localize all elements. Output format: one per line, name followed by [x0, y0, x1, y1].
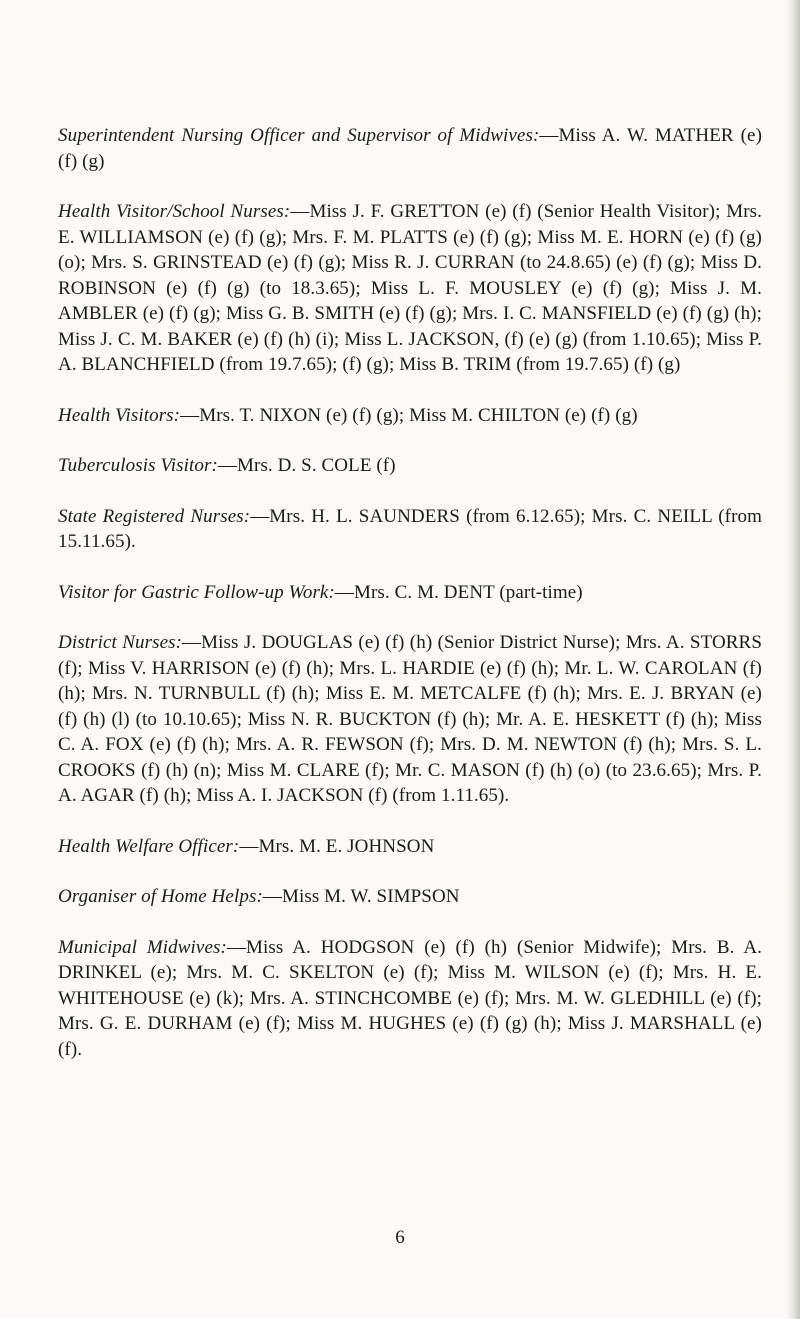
entry-state-registered-nurses: [58, 504, 762, 555]
entry-role: Organiser of Home Helps:: [58, 886, 263, 907]
entry-role: Health Visitor/School Nurses:: [58, 201, 291, 222]
entry-health-welfare-officer: [58, 834, 762, 860]
entry-role: Superintendent Nursing Officer and Supervisor of Midwives:: [58, 125, 540, 146]
entry-home-helps-organiser: [58, 884, 762, 910]
entry-health-visitors: [58, 403, 762, 429]
entry-text: —Mrs. H. L. SAUNDERS (from 6.12.65); Mrs. C. NEILL (from 15.11.65).: [58, 505, 762, 552]
page-number: 6: [395, 1227, 405, 1248]
entry-role: Health Visitors:: [58, 404, 181, 426]
entry-gastric-visitor: [58, 580, 762, 606]
entry-text: —Miss J. DOUGLAS (e) (f) (h) (Senior District Nurse); Mrs. A. STORRS (f); Miss V. HARRISON (e) (f) (h); Mrs. L. HARDIE (e) (f) (h); Mr. L. W. CAROLAN (f) (h); Mrs. N. TURNBULL (f) (h); Miss E. M. METCALFE (f) (h); Mrs. E. J. BRYAN (e) (f) (h) (l) (to 10.10.65); Miss N. R. BUCKTON (f) (h); Mr. A. E. HESKETT (f) (h); Miss C. A. FOX (e) (f) (h); Mrs. A. R. FEWSON (f); Mrs. D. M. NEWTON (f) (h); Mrs. S. L. CROOKS (f) (h) (n); Miss M. CLARE (f); Mr. C. MASON (f) (h) (o) (to 23.6.65); Mrs. P. A. AGAR (f) (h); Miss A. I. JACKSON (f) (from 1.11.65).: [58, 632, 762, 806]
page-edge-shadow: [786, 0, 800, 1319]
entry-role: Visitor for Gastric Follow-up Work:: [58, 581, 335, 603]
staff-list: [58, 123, 762, 1087]
entry-text: —Mrs. M. E. JOHNSON: [239, 835, 435, 857]
entry-text: —Miss A. HODGSON (e) (f) (h) (Senior Midwife); Mrs. B. A. DRINKEL (e); Mrs. M. C. SKELTON (e) (f); Miss M. WILSON (e) (f); Mrs. H. E. WHITEHOUSE (e) (k); Mrs. A. STINCHCOMBE (e) (f); Mrs. M. W. GLEDHILL (e) (f); Mrs. G. E. DURHAM (e) (f); Miss M. HUGHES (e) (f) (g) (h); Miss J. MARSHALL (e) (f).: [58, 936, 762, 1060]
entry-role: District Nurses:: [58, 632, 183, 653]
entry-text: —Mrs. C. M. DENT (part-time): [334, 581, 583, 603]
entry-role: State Registered Nurses:: [58, 505, 251, 527]
entry-text: —Mrs. T. NIXON (e) (f) (g); Miss M. CHILTON (e) (f) (g): [180, 404, 638, 426]
entry-district-nurses: [58, 630, 762, 809]
entry-tuberculosis-visitor: [58, 453, 762, 479]
entry-role: Municipal Midwives:: [58, 936, 227, 958]
entry-text: —Miss M. W. SIMPSON: [262, 886, 460, 907]
entry-text: —Miss J. F. GRETTON (e) (f) (Senior Health Visitor); Mrs. E. WILLIAMSON (e) (f) (g); Mrs. F. M. PLATTS (e) (f) (g); Miss M. E. HORN (e) (f) (g) (o); Mrs. S. GRINSTEAD (e) (f) (g); Miss R. J. CURRAN (to 24.8.65) (e) (f) (g); Miss D. ROBINSON (e) (f) (g) (to 18.3.65); Miss L. F. MOUSLEY (e) (f) (g); Miss J. M. AMBLER (e) (f) (g); Miss G. B. SMITH (e) (f) (g); Mrs. I. C. MANSFIELD (e) (f) (g) (h); Miss J. C. M. BAKER (e) (f) (h) (i); Miss L. JACKSON, (f) (e) (g) (from 1.10.65); Miss P. A. BLANCHFIELD (from 19.7.65); (f) (g); Miss B. TRIM (from 19.7.65) (f) (g): [58, 201, 762, 375]
entry-role: Tuberculosis Visitor:: [58, 455, 218, 476]
entry-superintendent: [58, 123, 762, 174]
entry-text: —Mrs. D. S. COLE (f): [217, 455, 396, 476]
entry-municipal-midwives: [58, 935, 762, 1063]
entry-text: —Miss A. W. MATHER (e) (f) (g): [58, 125, 762, 172]
entry-health-visitor-school-nurses: [58, 199, 762, 378]
entry-role: Health Welfare Officer:: [58, 835, 240, 857]
